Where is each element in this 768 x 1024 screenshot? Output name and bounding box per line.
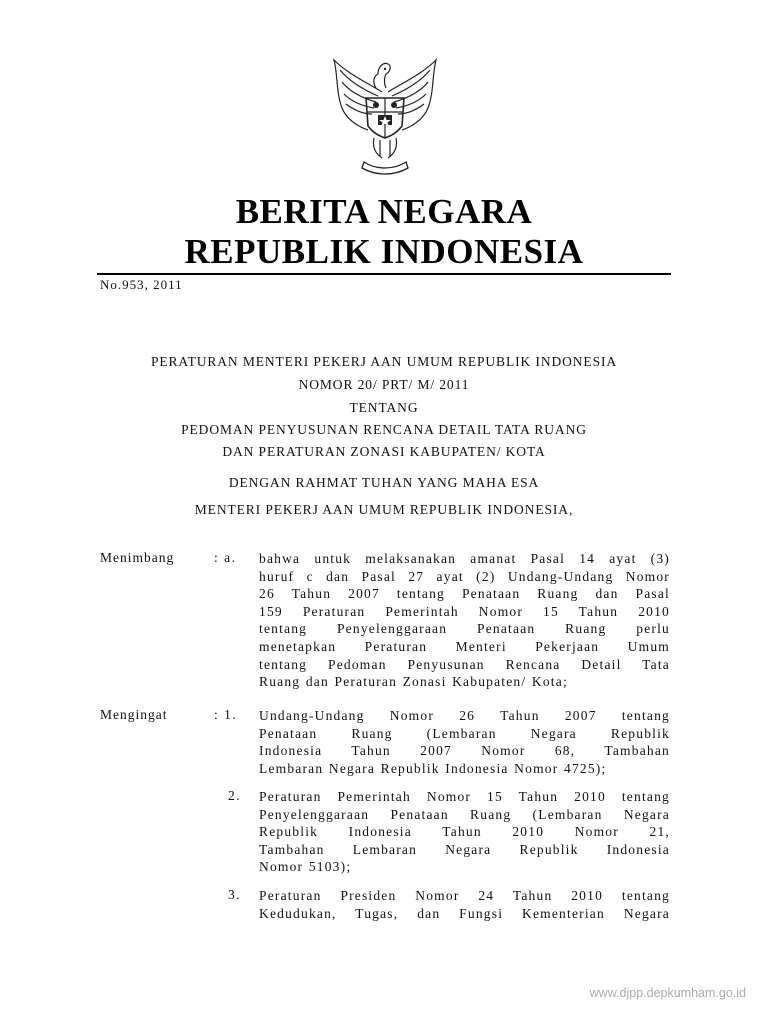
regulation-subject-line2: DAN PERATURAN ZONASI KABUPATEN/ KOTA — [222, 444, 546, 459]
menimbang-marker: : a. — [214, 550, 237, 565]
paragraph-line: Tambahan Lembaran Negara Republik Indonesia — [259, 841, 670, 857]
garuda-emblem-icon — [326, 52, 444, 180]
invocation: DENGAN RAHMAT TUHAN YANG MAHA ESA — [228, 475, 540, 490]
paragraph-line: tentang Penyelenggaraan Penataan Ruang perlu — [259, 621, 670, 637]
paragraph-line: 159 Peraturan Pemerintah Nomor 15 Tahun 2010 — [259, 603, 670, 619]
document-number: No.953, 2011 — [100, 277, 183, 292]
paragraph-line: Undang-Undang Nomor 26 Tahun 2007 tentang — [259, 708, 670, 723]
menimbang-label: Menimbang — [100, 550, 175, 565]
paragraph-line: Ruang dan Peraturan Zonasi Kabupaten/ Kota; — [259, 674, 568, 690]
menimbang-paragraph — [259, 550, 670, 691]
issuing-authority: MENTERI PEKERJ AAN UMUM REPUBLIK INDONESIA, — [194, 502, 574, 517]
regulation-title: PERATURAN MENTERI PEKERJ AAN UMUM REPUBLIK INDONESIA — [150, 354, 618, 369]
paragraph-line: Kedudukan, Tugas, dan Fungsi Kementerian Negara — [259, 905, 670, 921]
mengingat-marker-3: 3. — [228, 887, 242, 902]
regulation-tentang: TENTANG — [349, 400, 419, 415]
paragraph-line: Lembaran Negara Republik Indonesia Nomor 4725); — [259, 760, 607, 776]
paragraph-line: huruf c dan Pasal 27 ayat (2) Undang-Undang Nomor — [259, 568, 670, 584]
regulation-subject-line1: PEDOMAN PENYUSUNAN RENCANA DETAIL TATA RUANG — [181, 422, 587, 437]
gazette-title-line2: REPUBLIK INDONESIA — [184, 232, 584, 271]
paragraph-line: 26 Tahun 2007 tentang Penataan Ruang dan Pasal — [259, 586, 670, 602]
footer-url-link[interactable]: www.djpp.depkumham.go.id — [589, 986, 746, 1000]
paragraph-line: tentang Pedoman Penyusunan Rencana Detail Tata — [259, 656, 670, 672]
paragraph-line: Peraturan Presiden Nomor 24 Tahun 2010 tentang — [259, 888, 670, 903]
regulation-number: NOMOR 20/ PRT/ M/ 2011 — [298, 377, 470, 392]
mengingat-marker-1: : 1. — [214, 707, 238, 722]
gazette-title-line1: BERITA NEGARA — [235, 192, 533, 231]
paragraph-line: Penyelenggaraan Penataan Ruang (Lembaran Negara — [259, 806, 670, 822]
title-divider — [97, 273, 671, 275]
paragraph-line: menetapkan Peraturan Menteri Pekerjaan Umum — [259, 638, 670, 654]
paragraph-line: Penataan Ruang (Lembaran Negara Republik — [259, 725, 670, 741]
paragraph-line: Peraturan Pemerintah Nomor 15 Tahun 2010 tentang — [259, 789, 670, 804]
paragraph-line: Republik Indonesia Tahun 2010 Nomor 21, — [259, 824, 670, 840]
mengingat-item-1 — [259, 707, 670, 777]
mengingat-label: Mengingat — [100, 707, 168, 722]
mengingat-item-3 — [259, 887, 670, 922]
paragraph-line: bahwa untuk melaksanakan amanat Pasal 14 ayat (3) — [259, 551, 670, 566]
mengingat-item-2 — [259, 788, 670, 876]
mengingat-marker-2: 2. — [228, 788, 242, 803]
paragraph-line: Indonesia Tahun 2007 Nomor 68, Tambahan — [259, 743, 670, 759]
paragraph-line: Nomor 5103); — [259, 859, 352, 875]
